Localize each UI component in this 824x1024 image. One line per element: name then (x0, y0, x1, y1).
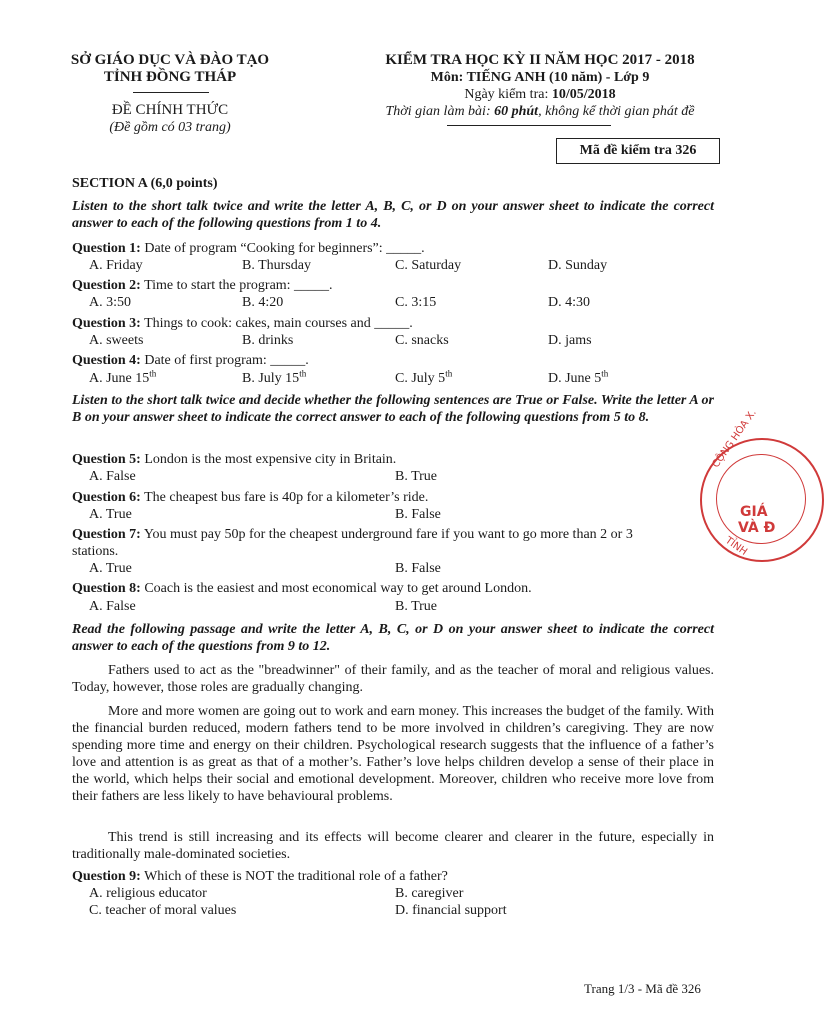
option-a: A. religious educator (89, 886, 207, 901)
ordinal-suffix: th (149, 368, 157, 379)
question-label: Question 9: (72, 869, 141, 884)
question-4 (72, 352, 309, 369)
option-b: B. False (395, 507, 441, 522)
official-exam-label: ĐỀ CHÍNH THỨC (111, 102, 229, 118)
option-c: C. Saturday (395, 258, 462, 273)
option-d: D. financial support (395, 903, 507, 918)
option-b: B. 4:20 (242, 295, 284, 310)
option-a: A. True (89, 507, 132, 522)
option-b: B. True (395, 469, 438, 484)
instruction-listening-2: Listen to the short talk twice and decide whether the following sentences are True or False. Write the letter A or B on your answer sheet to indicate the correct answer to each of the following questions from 5 to 8. (72, 393, 714, 425)
question-label: Question 7: (72, 527, 141, 542)
exam-time (340, 103, 740, 120)
option-a (89, 370, 156, 387)
option-c: C. snacks (395, 333, 449, 348)
exam-time-value: 60 phút (494, 104, 539, 119)
subject-line: Môn: TIẾNG ANH (10 năm) - Lớp 9 (430, 70, 650, 85)
ordinal-suffix: th (601, 368, 609, 379)
pages-note: (Đề gồm có 03 trang) (109, 120, 231, 135)
option-b (242, 370, 306, 387)
province-name: TỈNH ĐỒNG THÁP (103, 69, 237, 85)
option-b: B. False (395, 561, 441, 576)
exam-time-prefix: Thời gian làm bài: (385, 104, 495, 119)
page-footer: Trang 1/3 - Mã đề 326 (584, 981, 701, 996)
option-text: B. July 15 (242, 371, 300, 386)
question-label: Question 1: (72, 241, 141, 256)
option-c: C. 3:15 (395, 295, 437, 310)
exam-time-suffix: , không kể thời gian phát đề (538, 104, 695, 119)
question-9 (72, 868, 448, 885)
ordinal-suffix: th (445, 368, 453, 379)
exam-date-value: 10/05/2018 (551, 87, 616, 102)
stamp-text-line1: GIÁ (740, 504, 768, 520)
option-d: D. 4:30 (548, 295, 590, 310)
option-d: D. Sunday (548, 258, 608, 273)
option-a: A. sweets (89, 333, 144, 348)
question-label: Question 5: (72, 452, 141, 467)
question-5 (72, 451, 396, 468)
ordinal-suffix: th (299, 368, 307, 379)
question-label: Question 2: (72, 278, 141, 293)
option-a: A. False (89, 599, 136, 614)
section-title: SECTION A (6,0 points) (72, 176, 218, 191)
question-6 (72, 489, 428, 506)
option-text: C. July 5 (395, 371, 446, 386)
option-b: B. Thursday (242, 258, 311, 273)
question-7 (72, 526, 633, 543)
question-8 (72, 580, 532, 597)
passage-paragraph-3: This trend is still increasing and its effects will become clearer and clearer in the future, especially in traditionally male-dominated societies. (72, 830, 714, 862)
question-label: Question 3: (72, 316, 141, 331)
passage-paragraph-1: Fathers used to act as the "breadwinner" of their family, and as the teacher of moral and religious values. Today, however, those roles are gradually changing. (72, 663, 714, 695)
stamp-text-line2: VÀ Đ (738, 520, 776, 536)
question-label: Question 4: (72, 353, 141, 368)
question-label: Question 6: (72, 490, 141, 505)
exam-date (350, 86, 730, 103)
option-b: B. True (395, 599, 438, 614)
exam-title: KIỂM TRA HỌC KỲ II NĂM HỌC 2017 - 2018 (385, 52, 695, 68)
question-text: Date of first program: _____. (144, 353, 309, 368)
question-text: London is the most expensive city in Britain. (144, 452, 397, 467)
option-b: B. drinks (242, 333, 294, 348)
stamp-text-arc: CỘNG HÒA X. (710, 407, 759, 471)
option-text: A. June 15 (89, 371, 150, 386)
passage-paragraph-2: More and more women are going out to work and earn money. This increases the budget of the family. With the financial burden reduced, modern fathers tend to be more involved in children’s caregiving. They are now spending more time and energy on their children. Psychological research suggests that the influence of a father’s love and attention is as great as that of a mother’s. Father’s love helps children develop a sense of their place in the world, which helps their social and emotional development. Moreover, children who receive more love from their fathers are less likely to have behavioural problems. (72, 704, 714, 804)
option-text: D. June 5 (548, 371, 602, 386)
option-a: A. 3:50 (89, 295, 131, 310)
question-text: You must pay 50p for the cheapest underground fare if you want to go more than 2 or 3 (143, 527, 633, 542)
option-a: A. Friday (89, 258, 143, 273)
question-1 (72, 240, 425, 257)
question-text: Time to start the program: _____. (144, 278, 333, 293)
option-b: B. caregiver (395, 886, 464, 901)
exam-code-box: Mã đề kiểm tra 326 (556, 138, 720, 164)
header-right-divider (447, 125, 611, 126)
option-c: C. teacher of moral values (89, 903, 237, 918)
department-name: SỞ GIÁO DỤC VÀ ĐÀO TẠO (70, 52, 270, 68)
option-d: D. jams (548, 333, 592, 348)
option-c (395, 370, 452, 387)
question-text: Things to cook: cakes, main courses and _____. (144, 316, 413, 331)
header-left-divider (133, 92, 209, 93)
exam-date-label: Ngày kiểm tra: (464, 87, 552, 102)
instruction-listening-1: Listen to the short talk twice and write the letter A, B, C, or D on your answer sheet to indicate the correct answer to each of the following questions from 1 to 4. (72, 199, 714, 231)
option-a: A. True (89, 561, 132, 576)
stamp-text-bottom: TỈNH (723, 535, 750, 558)
question-text: Date of program “Cooking for beginners”: _____. (144, 241, 425, 256)
question-text: The cheapest bus fare is 40p for a kilometer’s ride. (144, 490, 429, 505)
question-3 (72, 315, 413, 332)
question-text: Coach is the easiest and most economical way to get around London. (144, 581, 532, 596)
question-7-continuation: stations. (72, 544, 119, 559)
question-text: Which of these is NOT the traditional role of a father? (144, 869, 448, 884)
official-stamp (700, 407, 824, 562)
question-label: Question 8: (72, 581, 141, 596)
option-a: A. False (89, 469, 136, 484)
question-2 (72, 277, 333, 294)
instruction-reading: Read the following passage and write the letter A, B, C, or D on your answer sheet to indicate the correct answer to each of the questions from 9 to 12. (72, 622, 714, 654)
option-d (548, 370, 608, 387)
